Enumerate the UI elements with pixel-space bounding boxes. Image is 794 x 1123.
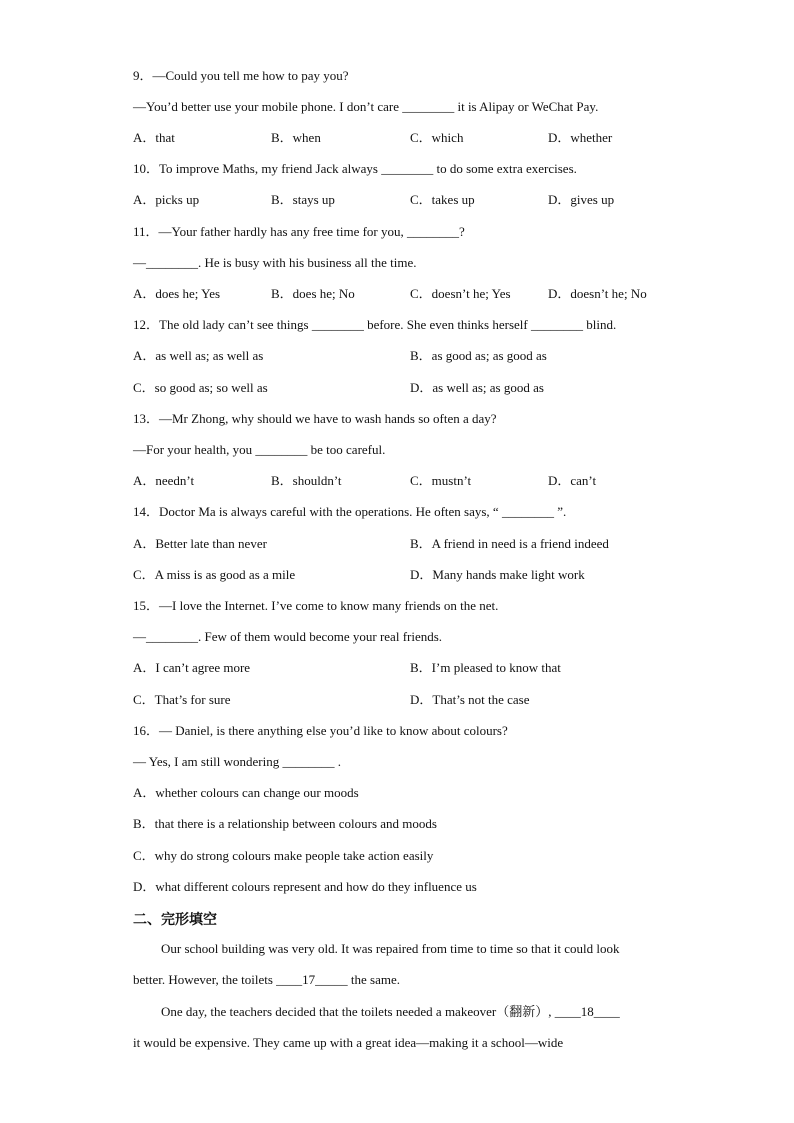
- q11-option-d: D．doesn’t he; No: [548, 286, 647, 301]
- q10-option-a: A．picks up: [133, 192, 200, 207]
- q12-option-c: C．so good as; so well as: [133, 380, 268, 395]
- q15-option-a: A．I can’t agree more: [133, 660, 251, 675]
- passage-line-2: better. However, the toilets ____17_____ the same.: [133, 972, 401, 987]
- q12-option-d: D．as well as; as good as: [410, 380, 544, 395]
- q13-stem-2: —For your health, you ________ be too careful.: [133, 442, 386, 457]
- q15-stem-2: —________. Few of them would become your real friends.: [133, 629, 443, 644]
- q11-option-a: A．does he; Yes: [133, 286, 221, 301]
- q16-option-c: C．why do strong colours make people take action easily: [133, 848, 434, 863]
- q11-option-b: B．does he; No: [271, 286, 355, 301]
- q14-option-a: A．Better late than never: [133, 536, 267, 551]
- q16-option-b: B．that there is a relationship between colours and moods: [133, 816, 437, 831]
- q16-stem-1: 16．— Daniel, is there anything else you’d like to know about colours?: [133, 723, 508, 738]
- q16-option-a: A．whether colours can change our moods: [133, 785, 359, 800]
- passage-line-4: it would be expensive. They came up with a great idea—making it a school—wide: [133, 1035, 564, 1050]
- q11-stem-1: 11．—Your father hardly has any free time for you, ________?: [133, 224, 465, 239]
- q9-option-a: A．that: [133, 130, 175, 145]
- q13-option-b: B．shouldn’t: [271, 473, 342, 488]
- q11-option-c: C．doesn’t he; Yes: [410, 286, 511, 301]
- q13-option-a: A．needn’t: [133, 473, 195, 488]
- q16-option-d: D．what different colours represent and how do they influence us: [133, 879, 477, 894]
- q11-stem-2: —________. He is busy with his business all the time.: [133, 255, 417, 270]
- q12-stem: 12．The old lady can’t see things ________ before. She even thinks herself ________ blind.: [133, 317, 617, 332]
- q15-option-b: B．I’m pleased to know that: [410, 660, 561, 675]
- q10-option-b: B．stays up: [271, 192, 335, 207]
- q14-option-d: D．Many hands make light work: [410, 567, 585, 582]
- q15-option-c: C．That’s for sure: [133, 692, 231, 707]
- q9-option-d: D．whether: [548, 130, 613, 145]
- q9-stem-1: 9．—Could you tell me how to pay you?: [133, 68, 349, 83]
- q16-stem-2: — Yes, I am still wondering ________ .: [133, 754, 341, 769]
- q13-stem-1: 13．—Mr Zhong, why should we have to wash hands so often a day?: [133, 411, 497, 426]
- q9-option-b: B．when: [271, 130, 321, 145]
- q13-option-c: C．mustn’t: [410, 473, 472, 488]
- q13-option-d: D．can’t: [548, 473, 597, 488]
- passage-line-3: One day, the teachers decided that the toilets needed a makeover（翻新）, ____18____: [161, 1004, 620, 1019]
- section-title: 二、完形填空: [133, 912, 217, 928]
- q12-option-b: B．as good as; as good as: [410, 348, 547, 363]
- q9-stem-2: —You’d better use your mobile phone. I don’t care ________ it is Alipay or WeChat Pay.: [133, 99, 599, 114]
- passage-line-1: Our school building was very old. It was repaired from time to time so that it could look: [161, 941, 620, 956]
- q14-option-b: B．A friend in need is a friend indeed: [410, 536, 609, 551]
- q9-option-c: C．which: [410, 130, 464, 145]
- q12-option-a: A．as well as; as well as: [133, 348, 264, 363]
- q10-option-d: D．gives up: [548, 192, 615, 207]
- q14-option-c: C．A miss is as good as a mile: [133, 567, 296, 582]
- q10-option-c: C．takes up: [410, 192, 475, 207]
- q10-stem: 10．To improve Maths, my friend Jack always ________ to do some extra exercises.: [133, 161, 577, 176]
- q14-stem: 14．Doctor Ma is always careful with the operations. He often says, “ ________ ”.: [133, 504, 567, 519]
- q15-option-d: D．That’s not the case: [410, 692, 530, 707]
- q15-stem-1: 15．—I love the Internet. I’ve come to know many friends on the net.: [133, 598, 499, 613]
